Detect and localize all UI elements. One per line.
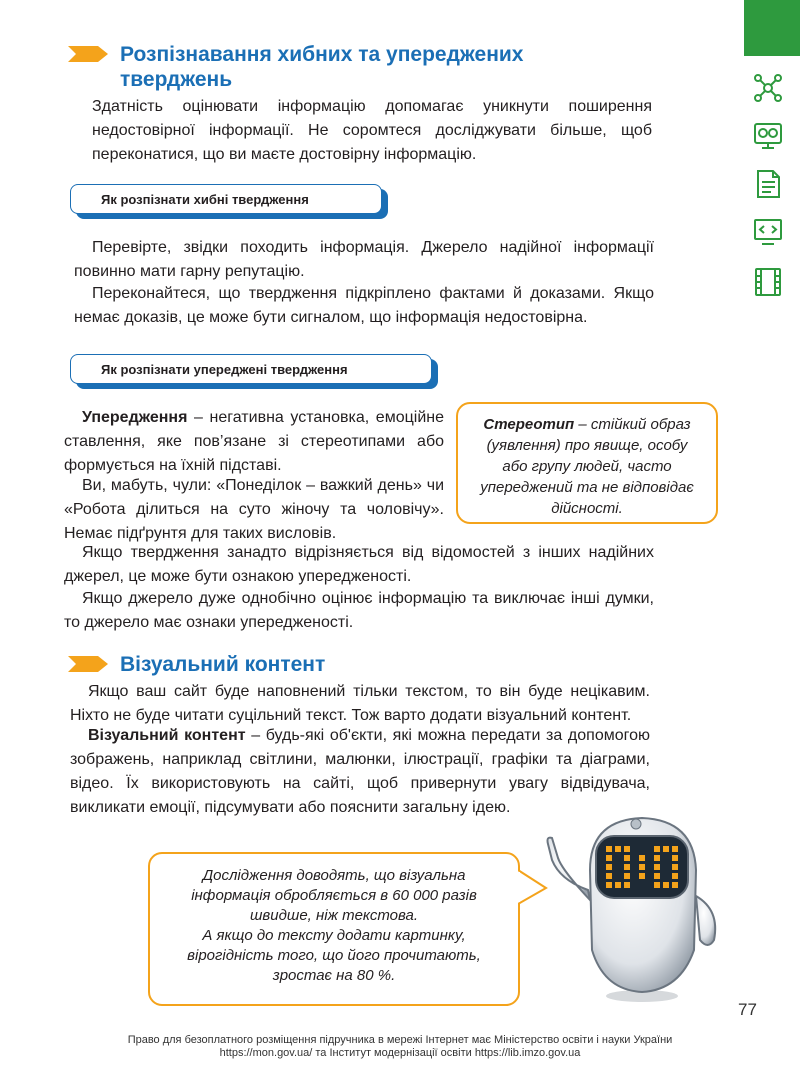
chevron-marker-icon: [68, 656, 108, 672]
paragraph-source-check: Перевірте, звідки походить інформація. Джерело надійної інформації повинно мати гарну репутацію.: [74, 239, 654, 280]
subheading-label: Як розпізнати упереджені твердження: [101, 361, 348, 377]
paragraph-one-sided-source: Якщо джерело дуже однобічно оцінює інформацію та виключає інші думки, то джерело має ознаки упередженості.: [64, 590, 654, 631]
speech-line-6: зростає на 80 %.: [272, 967, 396, 984]
subheading-biased-statements: [70, 354, 432, 384]
video-lesson-icon[interactable]: [752, 120, 784, 152]
subheading-label: Як розпізнати хибні твердження: [101, 191, 309, 207]
speech-line-2: інформація обробляється в 60 000 разів: [191, 887, 477, 904]
chevron-marker-icon: [68, 46, 108, 62]
definition-bias: – негативна установка, емоційне ставлення, яке пов’язане зі стереотипами або формується на їхній підставі.: [64, 409, 444, 474]
term-visual-content: Візуальний контент: [88, 727, 246, 744]
subheading-false-statements: [70, 184, 382, 214]
code-screen-icon[interactable]: [752, 216, 784, 248]
section-title: Візуальний контент: [120, 653, 326, 676]
paragraph-evidence-check: Переконайтеся, що твердження підкріплено фактами й доказами. Якщо немає доказів, це може бути сигналом, що інформація недостовірна.: [74, 285, 654, 326]
page-number: 77: [738, 1000, 757, 1019]
network-icon[interactable]: [752, 72, 784, 104]
section-title-line2: тверджень: [120, 68, 233, 91]
paragraph-text-only-site: Якщо ваш сайт буде наповнений тільки текстом, то він буде нецікавим. Ніхто не буде читати суцільний текст. Тож варто додати візуальний контент.: [70, 683, 650, 724]
speech-line-4: А якщо до тексту додати картинку,: [202, 927, 466, 944]
chapter-tab: [744, 0, 800, 56]
definition-visual-content: – будь-які об'єкти, які можна передати за допомогою зображень, наприклад світлини, малюнки, ілюстрації, графіки та діаграми, відео. Їх використовують на сайті, щоб привернути увагу відвідувача, викликати емоції, підсумувати або пояснити загальну ідею.: [70, 727, 650, 816]
term-bias: Упередження: [82, 409, 188, 426]
section-title-line1: Розпізнавання хибних та упереджених: [120, 43, 524, 66]
speech-line-5: вірогідність того, що його прочитають,: [187, 947, 481, 964]
term-stereotype: Стереотип: [483, 416, 575, 433]
definition-stereotype: – стійкий образ (уявлення) про явище, особу або групу людей, часто упереджений та не відповідає дійсності.: [480, 416, 694, 517]
speech-bubble: [148, 852, 520, 1006]
footer-line-2: https://mon.gov.ua/ та Інститут модернізації освіти https://lib.imzo.gov.ua: [219, 1047, 581, 1059]
robot-illustration: [530, 800, 730, 1005]
intro-paragraph: Здатність оцінювати інформацію допомагає уникнути поширення недостовірної інформації. Не соромтеся досліджувати більше, щоб переконатися, що ви маєте достовірну інформацію.: [92, 98, 652, 163]
section-heading-visual-content: [68, 652, 325, 677]
speech-line-1: Дослідження доводять, що візуальна: [202, 867, 466, 884]
paragraph-differs-from-sources: Якщо твердження занадто відрізняється від відомостей з інших надійних джерел, це може бути ознакою упередженості.: [64, 544, 654, 585]
film-icon[interactable]: [752, 266, 784, 298]
paragraph-bias-definition: [64, 406, 444, 478]
section-heading-false-statements: [68, 42, 523, 92]
footer-line-1: Право для безоплатного розміщення підручника в мережі Інтернет має Міністерство освіти і науки України: [127, 1034, 673, 1046]
paragraph-bias-examples: Ви, мабуть, чули: «Понеділок – важкий день» чи «Робота ділиться на суто жіночу та чоловічу». Немає підґрунтя для таких висловів.: [64, 477, 444, 542]
stereotype-note: [456, 402, 718, 524]
document-icon[interactable]: [752, 168, 784, 200]
speech-line-3: швидше, ніж текстова.: [249, 907, 419, 924]
